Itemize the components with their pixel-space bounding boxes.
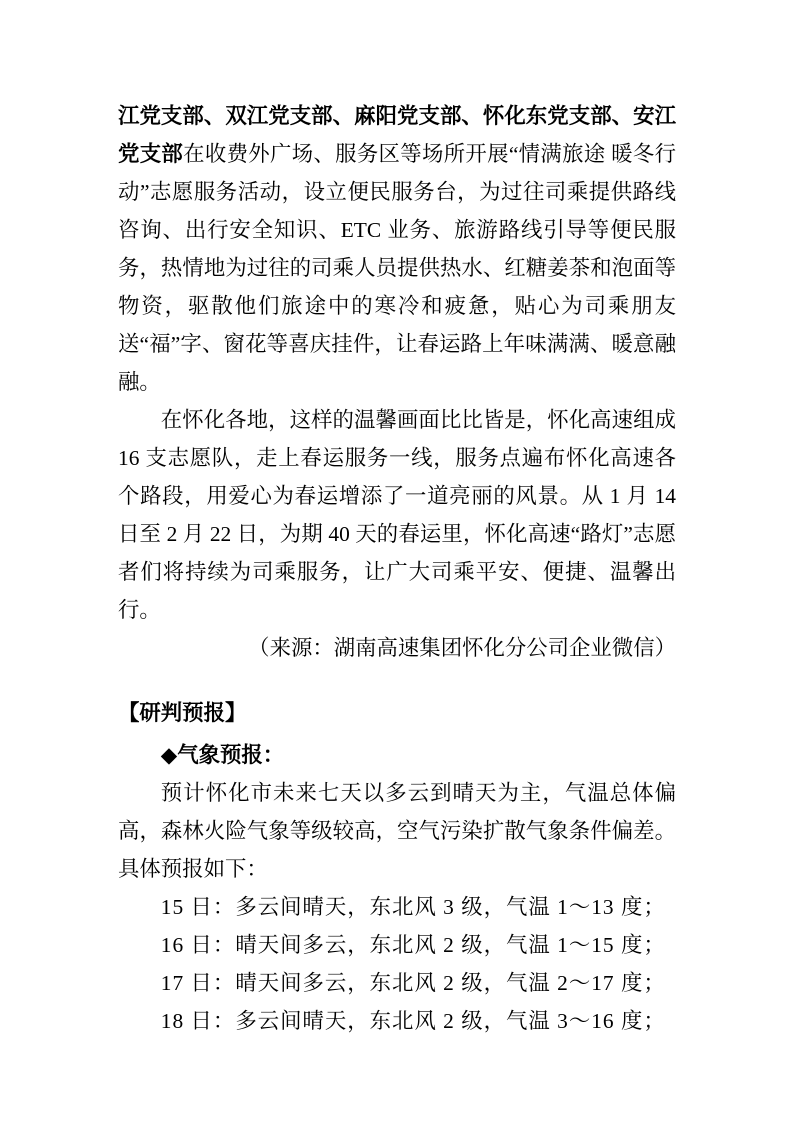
subsection-weather-forecast: ◆气象预报：: [160, 743, 285, 767]
weather-intro-paragraph: 预计怀化市未来七天以多云到晴天为主，气温总体偏高，森林火险气象等级较高，空气污染扩散气象条件偏差。具体预报如下：: [118, 781, 676, 881]
forecast-line-day18: 18 日：多云间晴天，东北风 2 级，气温 3～16 度；: [160, 1009, 666, 1033]
party-branches-bold-lead: 江党支部、双江党支部、麻阳党支部、怀化东党支部、安江党支部: [118, 104, 676, 166]
forecast-line-day17: 17 日：晴天间多云，东北风 2 级，气温 2～17 度；: [160, 971, 666, 995]
paragraph-party-branches-body: 在收费外广场、服务区等场所开展“情满旅途 暖冬行动”志愿服务活动，设立便民服务台，为过往司乘提供路线咨询、出行安全知识、ETC 业务、旅游路线引导等便民服务，热情地为过往的司乘人员提供热水、红糖姜茶和泡面等物资，驱散他们旅途中的寒冷和疲惫，贴心为司乘朋友送“福”字、窗花等喜庆挂件，让春运路上年味满满、暖意融融。: [118, 142, 676, 394]
forecast-line-day15: 15 日：多云间晴天，东北风 3 级，气温 1～13 度；: [160, 895, 666, 919]
paragraph-party-branches: [118, 97, 676, 401]
section-heading-analysis-forecast: 【研判预报】: [118, 701, 247, 725]
forecast-line-day16: 16 日：晴天间多云，东北风 2 级，气温 1～15 度；: [160, 933, 666, 957]
source-attribution: （来源：湖南高速集团怀化分公司企业微信）: [248, 636, 676, 660]
paragraph-spring-festival-summary: 在怀化各地，这样的温馨画面比比皆是，怀化高速组成 16 支志愿队，走上春运服务一线，服务点遍布怀化高速各个路段，用爱心为春运增添了一道亮丽的风景。从 1 月 14 日至 2 月 22 日，为期 40 天的春运里，怀化高速“路灯”志愿者们将持续为司乘服务，让广大司乘平安、便捷、温馨出行。: [118, 408, 676, 622]
